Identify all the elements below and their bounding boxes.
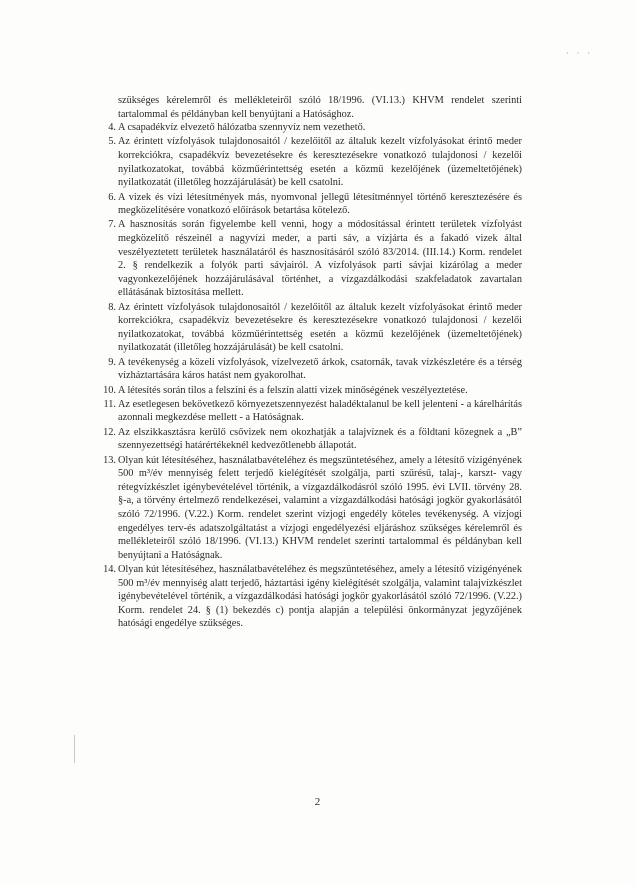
list-item (108, 191, 522, 218)
list-item (103, 398, 522, 425)
list-item-text: A csapadékvíz elvezető hálózatba szennyvíz nem vezethető. (118, 122, 366, 134)
list-item (103, 384, 522, 398)
list-item (108, 135, 522, 189)
list-item (103, 454, 522, 563)
list-item-text: A tevékenység a közeli vízfolyások, vízelvezető árkok, csatornák, tavak vízkészletére és a térség vízháztartására káros hatást nem gyakorolhat. (118, 356, 522, 382)
numbered-list (103, 121, 522, 631)
list-item-number: 14. (103, 564, 116, 576)
list-item-number: 12. (103, 426, 116, 438)
scan-artifact-line (74, 735, 75, 763)
list-item (108, 218, 522, 300)
list-item-text: Az érintett vízfolyások tulajdonosaitól / kezelőitől az általuk kezelt vízfolyásokat érintő meder korrekciókra, csapadékvíz bevezetésekre és keresztezésekre vonatkozó tulajdonosi / kezelői nyilatkozatokat, továbbá közműérintettség esetén a közmű kezelőjének (üzemeltetőjének) nyilatkozatát (illetőleg hozzájárulását) be kell csatolni. (118, 301, 522, 354)
list-item (103, 426, 522, 453)
list-item (103, 563, 522, 631)
list-item-number: 5. (108, 136, 116, 148)
list-item-number: 8. (108, 301, 116, 313)
list-item-number: 11. (103, 398, 116, 410)
list-item-text: Olyan kút létesítéséhez, használatbavételéhez és megszüntetéséhez, amely a létesítő vízigényének 500 m³/év mennyiség felett terjedő kielégítését szolgálja, parti szűrésű, talaj-, karszt- vagy rétegvízkészlet igénybevételével történik, a vízgazdálkodásról szóló 1995. évi LVII. törvény 28. §-a, a törvény értelmező rendelkezései, valamint a vízgazdálkodási hatósági jogkör gyakorlásától szóló 72/1996. (V.22.) Korm. rendelet szerint vízjogi engedély köteles tevékenység. A vízjogi engedélyes terv-és adatszolgáltatást a vízjogi engedélyezési eljáráshoz szükséges kérelemről és mellékleteiről szóló 18/1996. (VI.13.) KHVM rendelet szerinti tartalommal és példányban kell benyújtani a Hatóságnak. (118, 454, 522, 561)
list-item-text: A vizek és vízi létesítmények más, nyomvonal jellegű létesítménnyel történő keresztezésére és megközelítésére vonatkozó előírások betartása kötelező. (118, 191, 522, 217)
list-item-number: 10. (103, 384, 116, 396)
list-item-number: 6. (108, 191, 116, 203)
list-item-text: A hasznosítás során figyelembe kell venni, hogy a módosítással érintett területek vízfolyást megközelítő részeinél a nagyvízi meder, a parti sáv, a vízjárta és a fakadó vizek által veszélyeztetett területek használatáról és hasznosításáról szóló 83/2014. (III.14.) Korm. rendelet 2. § rendelkezik a folyók parti sávjairól. A vízfolyások parti sávjai kizárólag a meder vagyonkezelőjének hozzájárulásával történhet, a vízgazdálkodási szakfeladatok zavartalan ellátásának biztosítása mellett. (118, 219, 522, 299)
list-item-number: 7. (108, 219, 116, 231)
list-item-text: Az elszikkasztásra kerülő csővizek nem okozhatják a talajvíznek és a földtani közegnek a „B” szennyezettségi határértékeknél kedvezőtlenebb állapotát. (118, 426, 522, 452)
list-item-text: Az érintett vízfolyások tulajdonosaitól / kezelőitől az általuk kezelt vízfolyásokat érintő meder korrekciókra, csapadékvíz bevezetésekre és keresztezésekre vonatkozó tulajdonosi / kezelői nyilatkozatokat, továbbá közműérintettség esetén a közmű kezelőjének (üzemeltetőjének) nyilatkozatát (illetőleg hozzájárulását) be kell csatolni. (118, 136, 522, 189)
list-item-number: 4. (108, 122, 116, 134)
document-body (103, 94, 522, 632)
list-item (108, 356, 522, 383)
list-item-text: Az esetlegesen bekövetkező környezetszennyezést haladéktalanul be kell jelenteni - a kárelhárítás azonnali megkezdése mellett - a Hatóságnak. (118, 398, 522, 424)
list-item-text: A létesítés során tilos a felszíni és a felszín alatti vizek minőségének veszélyeztetése. (118, 384, 468, 396)
list-item-number: 13. (103, 454, 116, 466)
list-item-text: Olyan kút létesítéséhez, használatbavételéhez és megszüntetéséhez, amely a létesítő vízigényének 500 m³/év mennyiség alatt terjedő, háztartási igény kielégítését szolgálja, valamint talajvízkészlet igénybevételével történik, a vízgazdálkodási hatósági jogkör gyakorlásától szóló 72/1996. (V.22.) Korm. rendelet 24. § (1) bekezdés c) pontja alapján a települési önkormányzat jegyzőjének hatósági engedélye szükséges. (118, 564, 522, 630)
continuation-paragraph: szükséges kérelemről és mellékleteiről szóló 18/1996. (VI.13.) KHVM rendelet szerinti tartalommal és példányban kell benyújtani a Hatósághoz. (118, 95, 522, 120)
list-item (108, 301, 522, 355)
list-item (108, 121, 522, 135)
page-number: 2 (314, 796, 321, 808)
list-item-number: 9. (108, 356, 116, 368)
scan-corner-mark: · · · (566, 49, 593, 58)
